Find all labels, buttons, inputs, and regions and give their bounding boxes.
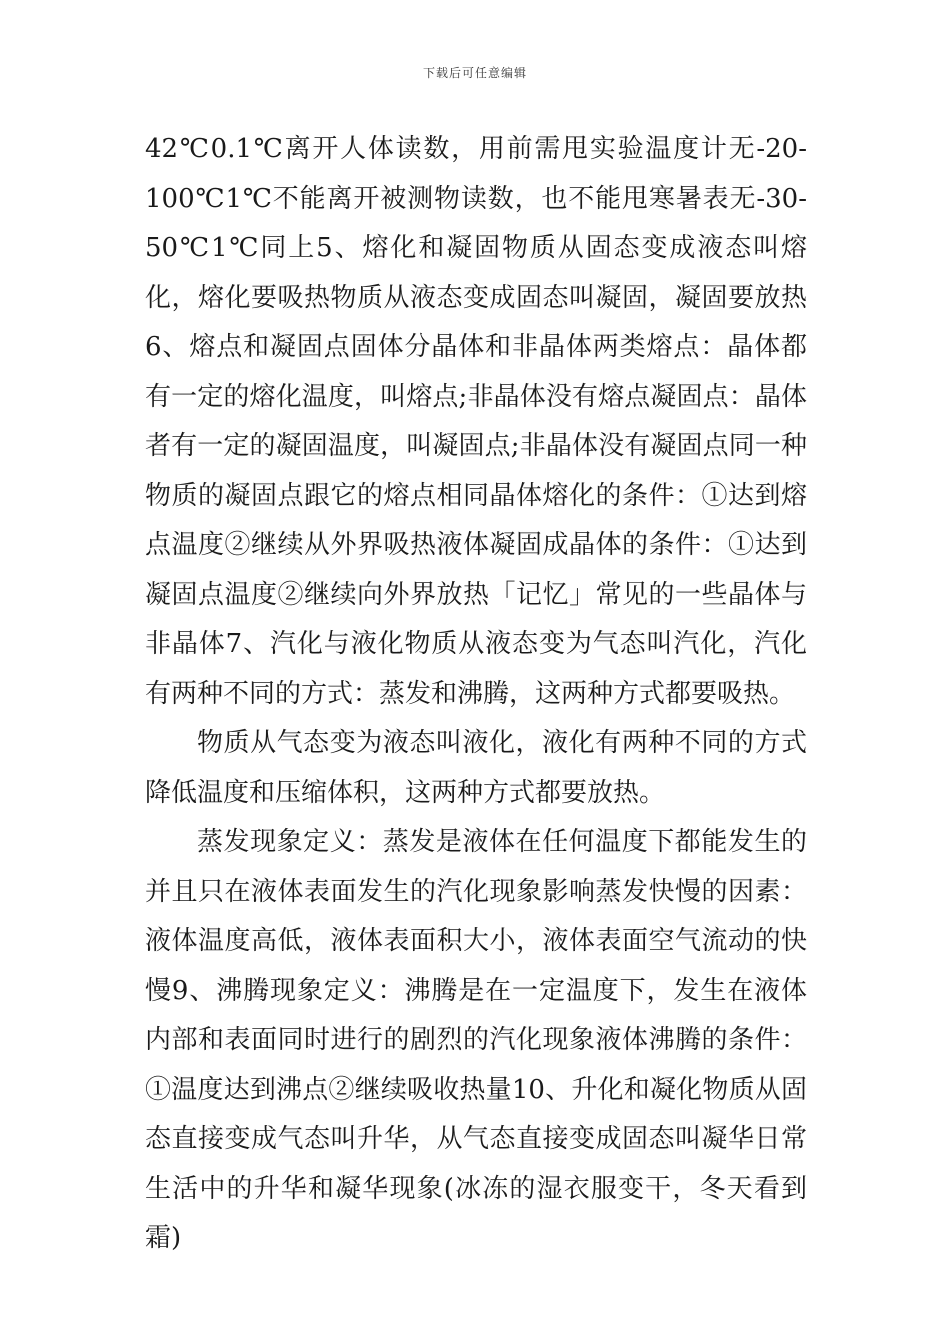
document-body [145,125,807,1264]
paragraph-2: 物质从气态变为液态叫液化，液化有两种不同的方式降低温度和压缩体积，这两种方式都要放热。 [145,728,807,808]
paragraph-3: 蒸发现象定义：蒸发是液体在任何温度下都能发生的并且只在液体表面发生的汽化现象影响蒸发快慢的因素：液体温度高低，液体表面积大小，液体表面空气流动的快慢9、沸腾现象定义：沸腾是在一定温度下，发生在液体内部和表面同时进行的剧烈的汽化现象液体沸腾的条件：①温度达到沸点②继续吸收热量10、升化和凝化物质从固态直接变成气态叫升华，从气态直接变成固态叫凝华日常生活中的升华和凝华现象(冰冻的湿衣服变干，冬天看到霜) [145,827,807,1253]
paragraph-1: 42℃0.1℃离开人体读数，用前需甩实验温度计无-20-100℃1℃不能离开被测物读数，也不能甩寒暑表无-30-50℃1℃同上5、熔化和凝固物质从固态变成液态叫熔化，熔化要吸热物质从液态变成固态叫凝固，凝固要放热6、熔点和凝固点固体分晶体和非晶体两类熔点：晶体都有一定的熔化温度，叫熔点;非晶体没有熔点凝固点：晶体者有一定的凝固温度，叫凝固点;非晶体没有凝固点同一种物质的凝固点跟它的熔点相同晶体熔化的条件：①达到熔点温度②继续从外界吸热液体凝固成晶体的条件：①达到凝固点温度②继续向外界放热「记忆」常见的一些晶体与非晶体7、汽化与液化物质从液态变为气态叫汽化，汽化有两种不同的方式：蒸发和沸腾，这两种方式都要吸热。 [145,134,807,709]
page-header-note: 下载后可任意编辑 [422,66,527,80]
